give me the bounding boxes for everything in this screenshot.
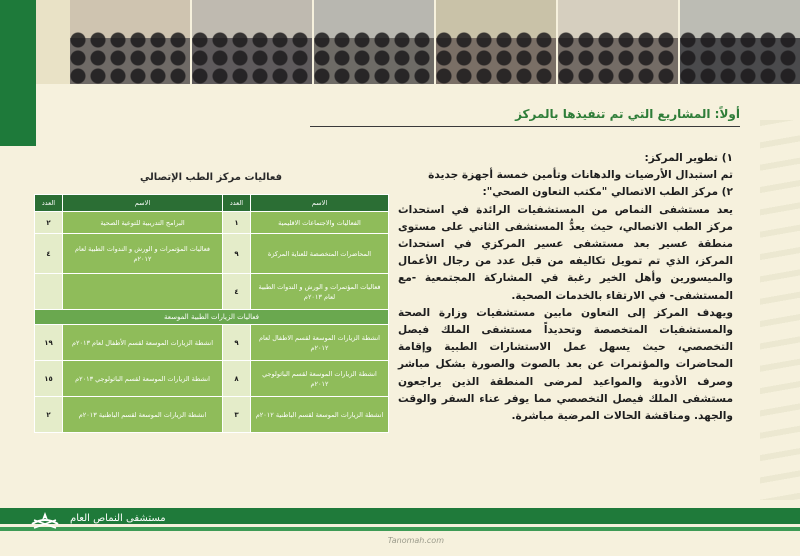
cell-name: الفعاليات والاجتماعات الاقليمية (251, 212, 389, 234)
photo-1 (70, 0, 190, 84)
hospital-name: مستشفى النماص العام (70, 513, 166, 524)
photo-6 (680, 0, 800, 84)
decorative-pattern (760, 120, 800, 500)
cell-name: البرامج التدريبية للتوعية الصحية (63, 212, 223, 234)
footer-stripe (0, 527, 800, 531)
table-row (35, 397, 389, 433)
photo-strip (70, 0, 800, 84)
cell-name: انشطة الزيارات الموسعة لقسم الاطفال لعام ٢٠١٢م (251, 325, 389, 361)
cell-count: ٩ (223, 325, 251, 361)
cell-count: ٤ (35, 234, 63, 274)
cell-count: ٢ (35, 397, 63, 433)
table-row (35, 325, 389, 361)
heading-rule (310, 126, 740, 127)
cell-name: فعاليات المؤتمرات و الورش و الندوات الطبية لعام ٢٠١٣م (251, 274, 389, 310)
table-row (35, 212, 389, 234)
cell-count: ٣ (223, 397, 251, 433)
table-row (35, 361, 389, 397)
cell-name: انشطة الزيارات الموسعة لقسم الباطنية ٢٠١٣م (63, 397, 223, 433)
cell-count: ١٩ (35, 325, 63, 361)
cell-name: انشطة الزيارات الموسعة لقسم الباثولوجي ٢٠١٢م (251, 361, 389, 397)
cell-name: انشطة الزيارات الموسعة لقسم الباطنية ٢٠١٢م (251, 397, 389, 433)
table-section-row (35, 310, 389, 325)
photo-3 (314, 0, 434, 84)
cell-name (63, 274, 223, 310)
body-line-3: ٢) مركز الطب الاتصالي "مكتب التعاون الصحي": (482, 186, 733, 199)
cell-name: انشطة الزيارات الموسعة لقسم الباثولوجي ٢٠١٣م (63, 361, 223, 397)
cell-count: ١٥ (35, 361, 63, 397)
cell-count: ٨ (223, 361, 251, 397)
cell-name: المحاضرات المتخصصة للعناية المركزة (251, 234, 389, 274)
body-paragraph-1: يعد مستشفى النماص من المستشفيات الرائدة في استحداث مركز الطب الاتصالي، حيث يعدُّ المستشفى الثاني على مستوى منطقة عسير بعد مستشفى عسير المركزي في استحداث المركز، الذي تم تمويل تكاليفه من قبل عدد من رجال الأعمال والميسورين وأهل الخير رغبة في المشاركة المجتمعية -مع المستشفى- في الارتقاء بالخدمات الصحية. (398, 203, 733, 302)
table-row (35, 274, 389, 310)
table-header-row (35, 195, 389, 212)
photo-4 (436, 0, 556, 84)
cell-count (35, 274, 63, 310)
photo-5 (558, 0, 678, 84)
green-side-bar (0, 0, 36, 146)
cell-count: ٤ (223, 274, 251, 310)
section-title-cell: فعاليات الزيارات الطبية الموسعة (35, 310, 389, 325)
header-name-2: الاسم (63, 195, 223, 212)
body-line-1: ١) تطوير المركز: (644, 152, 733, 164)
watermark: Tanomah.com (387, 536, 444, 545)
ministry-logo-icon (24, 510, 66, 540)
cell-name: فعاليات المؤتمرات و الورش و الندوات الطبية لعام ٢٠١٢م (63, 234, 223, 274)
cell-name: انشطة الزيارات الموسعة لقسم الأطفال لعام ٢٠١٣م (63, 325, 223, 361)
body-paragraph-2: ويهدف المركز إلى التعاون مابين مستشفيات وزارة الصحة والمستشفيات المتخصصة وتحديداً مستشفى الملك فيصل التخصصي، حيث يسهل عمل الاستشارات الطبية وإقامة المحاضرات والمؤتمرات عن بعد بالصوت والصورة بشكل مباشر وصرف الأدوية والمواعيد لمرضى المنطقة الذين يراجعون مستشفى الملك فيصل التخصصي مما يوفر عناء السفر والوقت والجهد. ومناقشة الحالات المرضية مباشرة. (398, 306, 733, 423)
header-name-1: الاسم (251, 195, 389, 212)
photo-2 (192, 0, 312, 84)
body-line-2: تم استبدال الأرضيات والدهانات وتأمين خمسة أجهزة جديدة (428, 169, 733, 182)
table-title: فعاليات مركز الطب الإتصالي (139, 172, 283, 183)
header-count-1: العدد (223, 195, 251, 212)
cell-count: ٩ (223, 234, 251, 274)
section-heading: أولاً: المشاريع التي تم تنفيذها بالمركز (515, 107, 740, 121)
body-text (398, 150, 733, 425)
header-count-2: العدد (35, 195, 63, 212)
table-row (35, 234, 389, 274)
activities-table (34, 194, 389, 433)
cell-count: ٢ (35, 212, 63, 234)
cell-count: ١ (223, 212, 251, 234)
